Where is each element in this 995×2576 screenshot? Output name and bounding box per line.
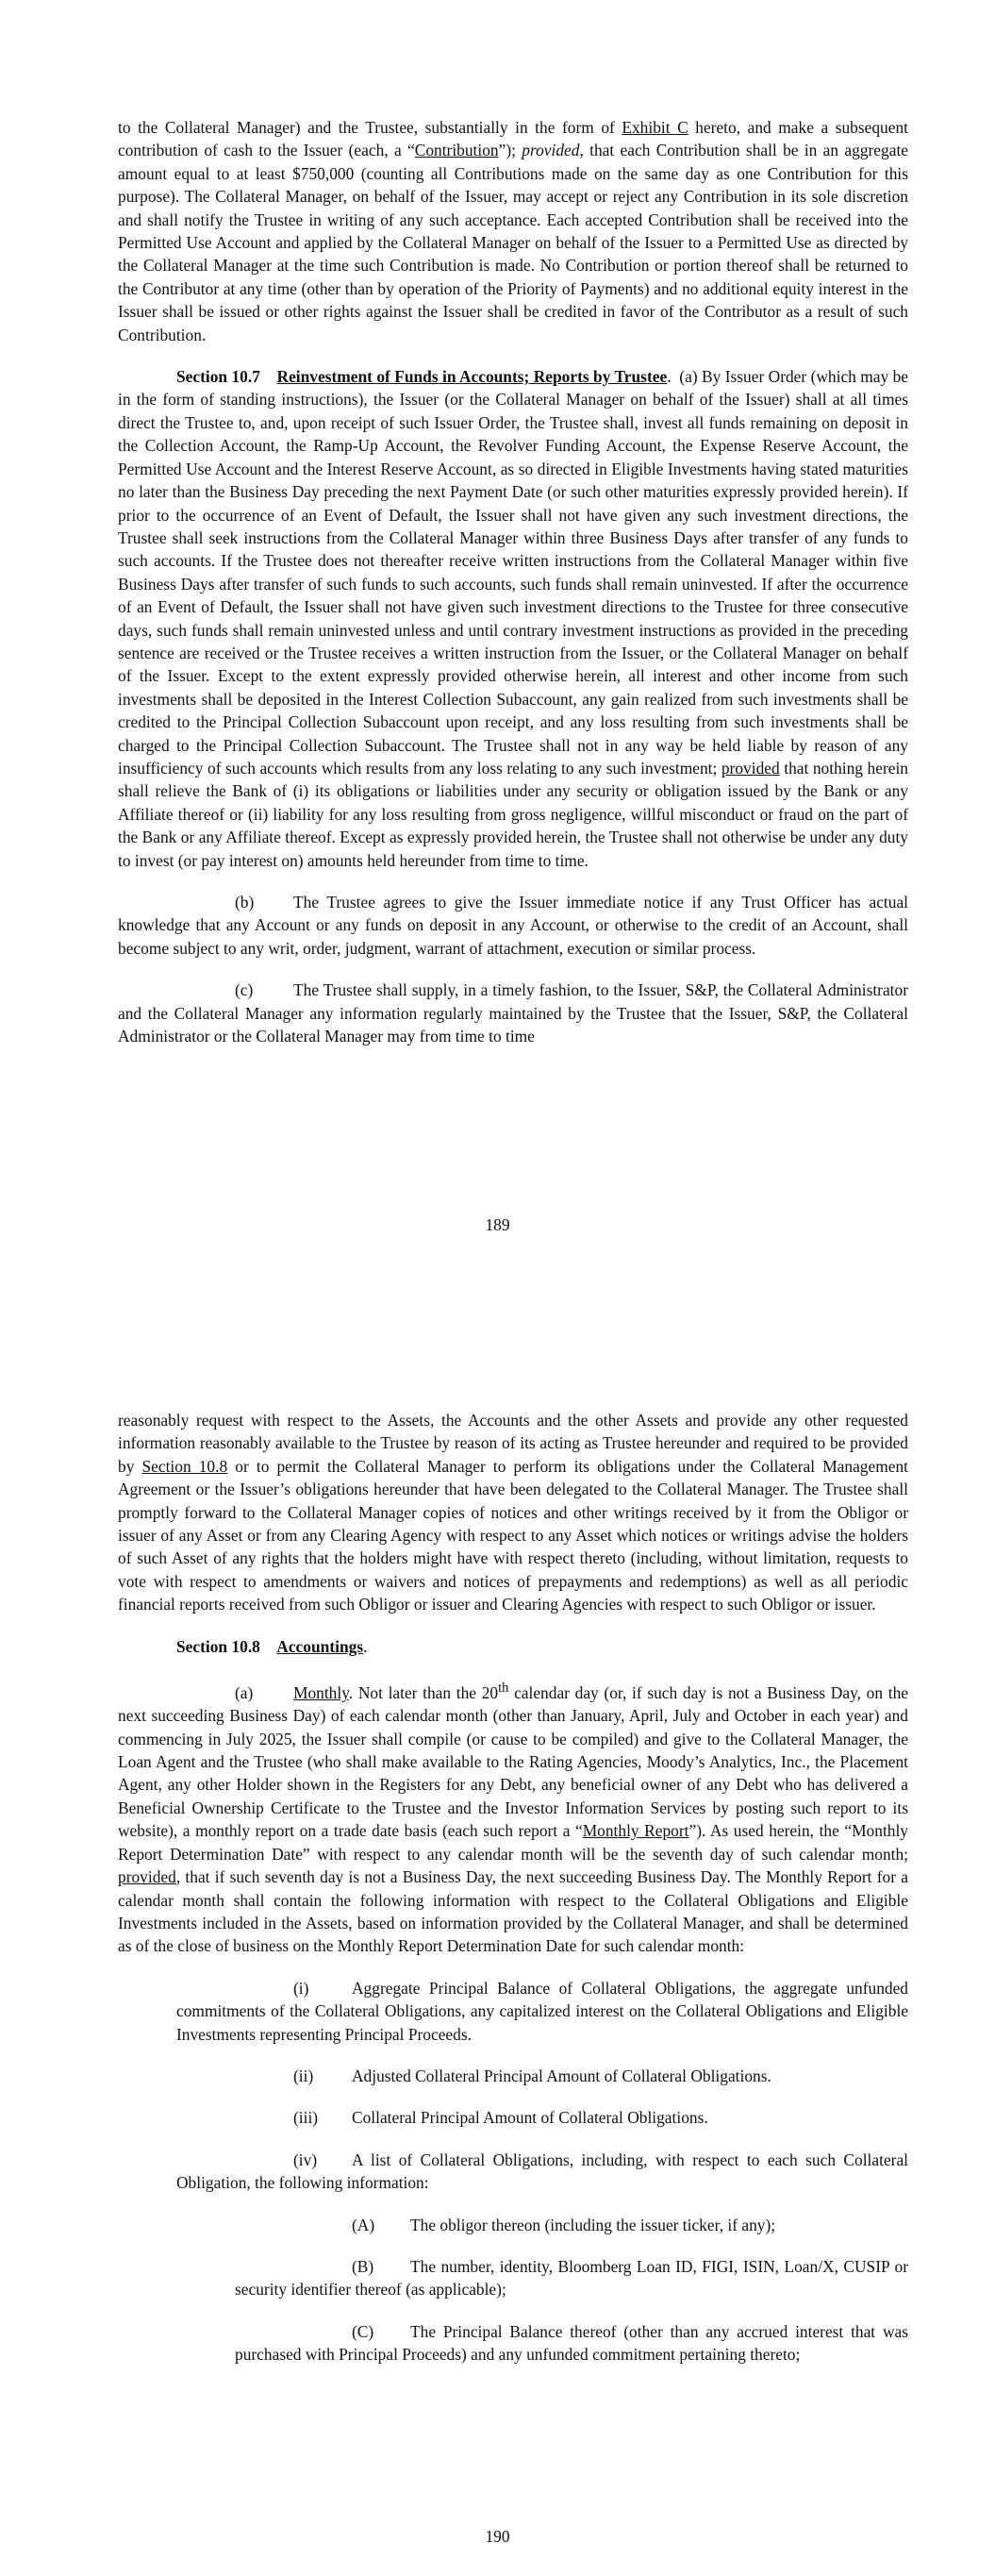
list-item-iii	[176, 2106, 908, 2129]
item-iii-label: (iii)	[293, 2108, 319, 2128]
paragraph-a-label: (a)	[235, 1682, 254, 1702]
paragraph-a-text-1: Not later than the 20	[357, 1682, 499, 1702]
list-item-iv	[176, 2149, 908, 2195]
document-page-189	[0, 0, 995, 1264]
item-B-label: (B)	[352, 2256, 374, 2276]
section-10-7-paragraph-b	[118, 891, 908, 960]
item-iv-label: (iv)	[293, 2149, 318, 2169]
list-item-ii	[176, 2065, 908, 2087]
list-item-i	[176, 1977, 908, 2046]
paragraph-c-label: (c)	[235, 980, 254, 1000]
section-10-7-a-text: (a) By Issuer Order (which may be in the form of standing instructions), the Issuer (or the Collateral Manager on behalf of the Issuer) shall at all times direct the Trustee to, and, upon receipt of such Issuer Order, the Trustee shall, invest all funds remaining on deposit in the Collection Account, the Ramp-Up Account, the Revolver Funding Account, the Expense Reserve Account, the Permitted Use Account and the Interest Reserve Account, as so directed in Eligible Investments having stated maturities no later than the Business Day preceding the next Payment Date (or such other maturities expressly provided herein). If prior to the occurrence of an Event of Default, the Issuer shall not have given any such investment directions, the Trustee shall seek instructions from the Collateral Manager within three Business Days after transfer of any funds to such accounts. If the Trustee does not thereafter receive written instructions from the Collateral Manager within five Business Days after transfer of such funds to such accounts, such funds shall remain uninvested. If after the occurrence of an Event of Default, the Issuer shall not have given such investment directions to the Trustee for three consecutive days, such funds shall remain uninvested unless and until contrary investment instructions as provided in the preceding sentence are received or the Trustee receives a written instruction from the Issuer, or the Collateral Manager on behalf of the Issuer. Except to the extent expressly provided otherwise herein, all interest and other income from such investments shall be deposited in the Interest Collection Subaccount, any gain realized from such investments shall be credited to the Principal Collection Subaccount upon receipt, and any loss resulting from such investments shall be charged to the Principal Collection Subaccount. The Trustee shall not in any way be held liable by reason of any insufficiency of such accounts which results from any loss relating to any such investment;	[118, 367, 909, 778]
section-10-7-paragraph-c	[118, 979, 908, 1047]
item-i-label: (i)	[293, 1978, 309, 1998]
contribution-term: Contribution	[414, 141, 499, 160]
section-10-8-reference-link[interactable]: Section 10.8	[141, 1456, 228, 1476]
monthly-heading: Monthly	[293, 1682, 349, 1702]
page-body	[118, 116, 908, 1066]
monthly-report-term: Monthly Report	[582, 1821, 689, 1841]
section-10-7-a-tail: that nothing herein shall relieve the Bank of (i) its obligations or liabilities under any security or obligation issued by the Bank or any Affiliate thereof or (ii) liability for any loss resulting from gross negligence, willful misconduct or fraud on the part of the Bank or any Affiliate thereof. Except as expressly provided herein, the Trustee shall not otherwise be under any duty to invest (or pay interest on) amounts held hereunder from time to time.	[118, 758, 908, 870]
section-10-8-heading: Section 10.8 Accountings.	[176, 1636, 368, 1656]
list-item-C	[235, 2320, 908, 2367]
section-10-8-number: Section 10.8	[176, 1636, 260, 1656]
page-number: 190	[485, 2527, 510, 2546]
section-10-7-number: Section 10.7	[176, 367, 260, 387]
item-ii-text: Adjusted Collateral Principal Amount of Collateral Obligations.	[352, 2066, 771, 2085]
item-iv-text: A list of Collateral Obligations, including, with respect to each such Collateral Obligation, the following information:	[176, 2149, 908, 2193]
paragraph-continuation	[118, 1409, 908, 1616]
section-10-7-paragraph-a: Section 10.7 Reinvestment of Funds in Accounts; Reports by Trustee. (a) By Issuer Order (which may be in the form of standing instructions), the Issuer (or the Collateral Manager on behalf of the Issuer) shall at all times direct the Trustee to, and, upon receipt of such Issuer Order, the Trustee shall, invest all funds remaining on deposit in the Collection Account, the Ramp-Up Account, the Revolver Funding Account, the Expense Reserve Account, the Permitted Use Account and the Interest Reserve Account, as so directed in Eligible Investments having stated maturities no later than the Business Day preceding the next Payment Date (or such other maturities expressly provided herein). If prior to the occurrence of an Event of Default, the Issuer shall not have given any such investment directions, the Trustee shall seek instructions from the Collateral Manager within three Business Days after transfer of any funds to such accounts. If the Trustee does not thereafter receive written instructions from the Collateral Manager within five Business Days after transfer of such funds to such accounts, such funds shall remain uninvested. If after the occurrence of an Event of Default, the Issuer shall not have given such investment directions to the Trustee for three consecutive days, such funds shall remain uninvested unless and until contrary investment instructions as provided in the preceding sentence are received or the Trustee receives a written instruction from the Issuer, or the Collateral Manager on behalf of the Issuer. Except to the extent expressly provided otherwise herein, all interest and other income from such investments shall be deposited in the Interest Collection Subaccount, any gain realized from such investments shall be credited to the Principal Collection Subaccount upon receipt, and any loss resulting from such investments shall be charged to the Principal Collection Subaccount. The Trustee shall not in any way be held liable by reason of any insufficiency of such accounts which results from any loss relating to any such investment; provided that nothing herein shall relieve the Bank of (i) its obligations or liabilities under any security or obligation issued by the Bank or any Affiliate thereof or (ii) liability for any loss resulting from gross negligence, willful misconduct or fraud on the part of the Bank or any Affiliate thereof. Except as expressly provided herein, the Trustee shall not otherwise be under any duty to invest (or pay interest on) amounts held hereunder from time to time.	[118, 367, 909, 870]
item-i-text: Aggregate Principal Balance of Collateral Obligations, the aggregate unfunded commitments of the Collateral Obligations, any capitalized interest on the Collateral Obligations and Eligible Investments representing Principal Proceeds.	[176, 1978, 908, 2044]
continuation-text-1: reasonably request with respect to the Assets, the Accounts and the other Assets and provide any other requested information reasonably available to the Trustee by reason of its acting as Trustee hereunder and required to be provided by	[118, 1411, 908, 1476]
section-10-7-title: Reinvestment of Funds in Accounts; Reports by Trustee	[276, 367, 668, 387]
page-body	[118, 1409, 908, 2385]
paragraph-a-text-4: , that if such seventh day is not a Business Day, the next succeeding Business Day. The Monthly Report for a calendar month shall contain the following information with respect to the Collateral Obligations and Eligible Investments included in the Assets, based on information provided by the Collateral Manager, and shall be determined as of the close of business on the Monthly Report Determination Date for such calendar month:	[118, 1867, 908, 1956]
list-item-A	[235, 2214, 908, 2236]
page-number: 189	[485, 1215, 510, 1234]
item-A-text: The obligor thereon (including the issuer ticker, if any);	[410, 2215, 776, 2234]
exhibit-c-link[interactable]: Exhibit C	[622, 118, 688, 137]
continuation-text-2: or to permit the Collateral Manager to perform its obligations under the Collateral Management Agreement or the Issuer’s obligations hereunder that have been delegated to the Collateral Manager. The Trustee shall promptly forward to the Collateral Manager copies of notices and other writings received by it from the Obligor or issuer of any Asset or from any Clearing Agency with respect to any Asset which notices or writings advise the holders of such Asset of any rights that the holders might have with respect thereto (including, without limitation, requests to vote with respect to amendments or waivers and notices of prepayments and redemptions) as well as all periodic financial reports received from such Obligor or issuer and Clearing Agencies with respect to such Obligor or issuer.	[118, 1456, 908, 1614]
paragraph-c-text: The Trustee shall supply, in a timely fashion, to the Issuer, S&P, the Collateral Administrator and the Collateral Manager any information regularly maintained by the Trustee that the Issuer, S&P, the Collateral Administrator or the Collateral Manager may from time to time	[118, 980, 908, 1046]
list-item-B	[235, 2255, 908, 2301]
paragraph-b-text: The Trustee agrees to give the Issuer immediate notice if any Trust Officer has actual knowledge that any Account or any funds on deposit in any Account, or otherwise to the credit of an Account, shall become subject to any writ, order, judgment, warrant of attachment, execution or similar process.	[118, 893, 908, 958]
ordinal-suffix: th	[498, 1681, 509, 1697]
provided-term: provided	[118, 1867, 176, 1887]
paragraph-a-text-3: ”). As used herein, the “Monthly Report Determination Date” with respect to any calendar month will be the seventh day of such calendar month;	[118, 1821, 908, 1864]
paragraph-contribution	[118, 116, 908, 346]
item-iii-text: Collateral Principal Amount of Collateral Obligations.	[352, 2108, 708, 2128]
contribution-text: to the Collateral Manager) and the Trustee, substantially in the form of Exhibit C hereto, and make a subsequent contribution of cash to the Issuer (each, a “Contribution”); provided, that each Contribution shall be in an aggregate amount equal to at least $750,000 (counting all Contributions made on the same day as one Contribution for this purpose). The Collateral Manager, on behalf of the Issuer, may accept or reject any Contribution in its sole discretion and shall notify the Trustee in writing of any such acceptance. Each accepted Contribution shall be received into the Permitted Use Account and applied by the Collateral Manager on behalf of the Issuer to a Permitted Use as directed by the Collateral Manager at the time such Contribution is made. No Contribution or portion thereof shall be returned to the Contributor at any time (other than by operation of the Priority of Payments) and no additional equity interest in the Issuer shall be issued or other rights against the Issuer shall be credited in favor of the Contributor as a result of such Contribution.	[118, 118, 909, 344]
paragraph-b-label: (b)	[235, 893, 255, 912]
item-B-text: The number, identity, Bloomberg Loan ID, FIGI, ISIN, Loan/X, CUSIP or security identifier thereof (as applicable);	[235, 2256, 908, 2300]
item-C-text: The Principal Balance thereof (other than any accrued interest that was purchased with Principal Proceeds) and any unfunded commitment pertaining thereto;	[235, 2321, 908, 2365]
provided-term: provided	[721, 758, 780, 778]
paragraph-a-text-2: calendar day (or, if such day is not a Business Day, on the next succeeding Business Day) of each calendar month (other than January, April, July and October in each year) and commencing in July 2025, the Issuer shall compile (or cause to be compiled) and give to the Collateral Manager, the Loan Agent and the Trustee (who shall make available to the Rating Agencies, Moody’s Analytics, Inc., the Placement Agent, any other Holder shown in the Registers for any Debt, any beneficial owner of any Debt who has delivered a Beneficial Ownership Certificate to the Trustee and the Investor Information Services by posting such report to its website), a monthly report on a trade date basis (each such report a “	[118, 1682, 908, 1841]
item-A-label: (A)	[352, 2215, 375, 2234]
provided-term: provided	[522, 141, 580, 160]
section-10-8-title: Accountings	[276, 1636, 364, 1656]
section-10-8-paragraph-a: (a) Monthly. Not later than the 20th calendar day (or, if such day is not a Business Day, on the next succeeding Business Day) of each calendar month (other than January, April, July and October in each year) and commencing in July 2025, the Issuer shall compile (or cause to be compiled) and give to the Collateral Manager, the Loan Agent and the Trustee (who shall make available to the Rating Agencies, Moody’s Analytics, Inc., the Placement Agent, any other Holder shown in the Registers for any Debt, any beneficial owner of any Debt who has delivered a Beneficial Ownership Certificate to the Trustee and the Investor Information Services by posting such report to its website), a monthly report on a trade date basis (each such report a “Monthly Report”). As used herein, the “Monthly Report Determination Date” with respect to any calendar month will be the seventh day of such calendar month; provided, that if such seventh day is not a Business Day, the next succeeding Business Day. The Monthly Report for a calendar month shall contain the following information with respect to the Collateral Obligations and Eligible Investments included in the Assets, based on information provided by the Collateral Manager, and shall be determined as of the close of business on the Monthly Report Determination Date for such calendar month:	[118, 1681, 908, 1956]
item-ii-label: (ii)	[293, 2066, 314, 2085]
item-C-label: (C)	[352, 2321, 374, 2341]
document-page-190	[0, 1264, 995, 2576]
